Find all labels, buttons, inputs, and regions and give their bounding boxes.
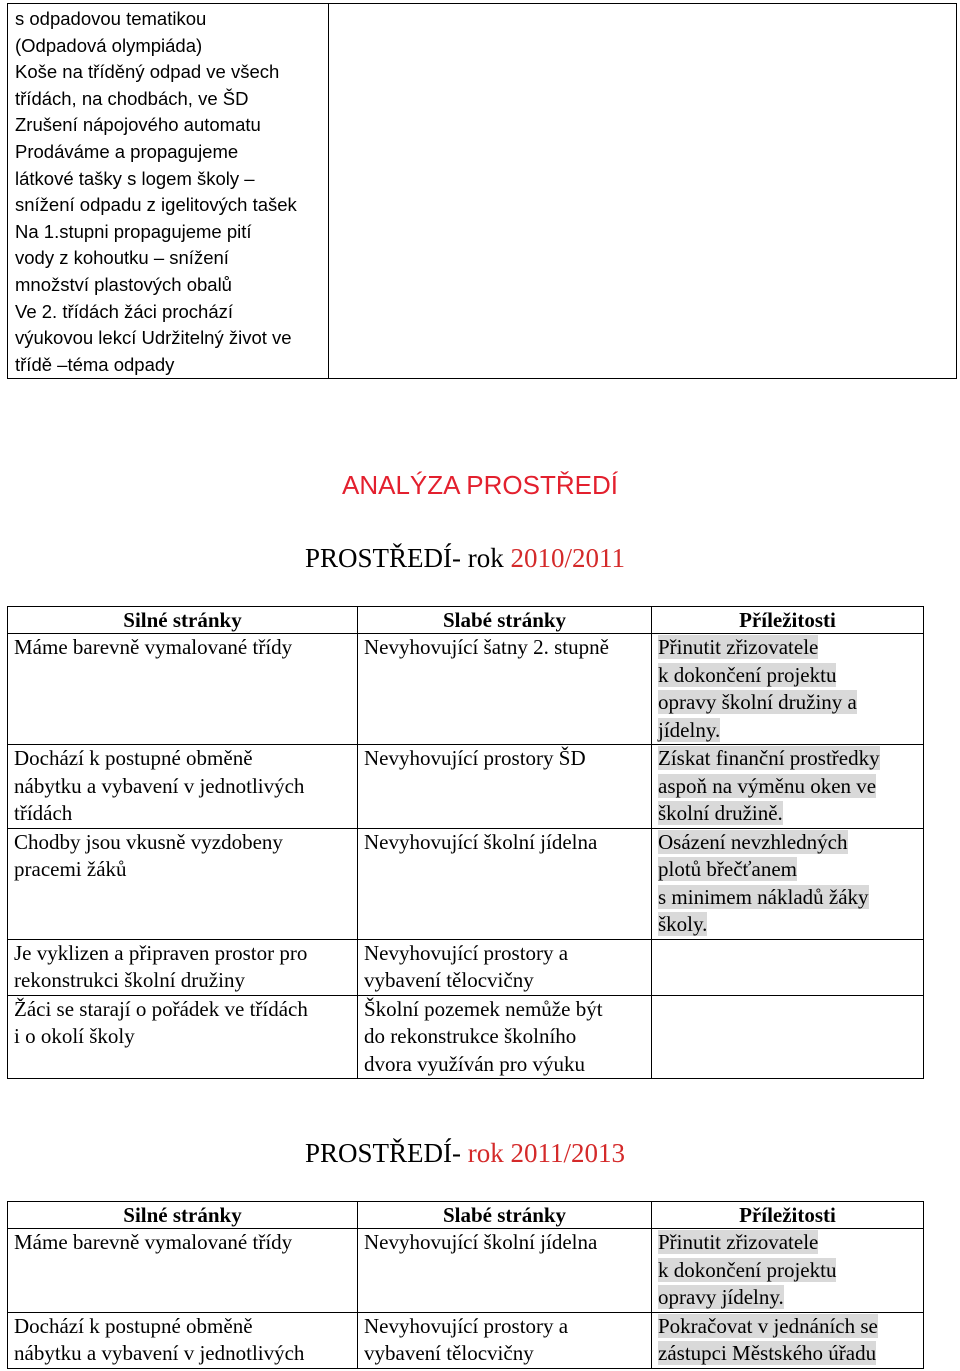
strength-cell — [8, 634, 358, 745]
section-heading-lead: PROSTŘEDÍ- rok — [304, 543, 511, 573]
analysis-title: ANALÝZA PROSTŘEDÍ — [342, 470, 618, 500]
section-heading-2011 — [0, 1138, 930, 1169]
top-text-line: Prodáváme a propagujeme — [15, 140, 239, 162]
swot-table-2011 — [7, 1201, 924, 1369]
cell-line: nábytku a vybavení v jednotlivých — [14, 1341, 305, 1365]
cell-line: Je vyklizen a připraven prostor pro — [14, 940, 308, 965]
top-table-left-cell — [8, 4, 329, 379]
table-row — [8, 745, 924, 829]
top-text-line: látkové tašky s logem školy – — [15, 167, 255, 189]
cell-line: Máme barevně vymalované třídy — [14, 1230, 293, 1254]
header-strengths: Silné stránky — [8, 1202, 358, 1229]
weakness-cell — [358, 1229, 652, 1313]
cell-line: Přinutit zřizovatele — [658, 635, 819, 659]
cell-line: i o okolí školy — [14, 1024, 135, 1048]
cell-line: do rekonstrukce školního — [364, 1024, 577, 1048]
cell-line: školní družině. — [658, 801, 783, 825]
cell-line: pracemi žáků — [14, 857, 127, 881]
cell-line: Pokračovat v jednáních se — [658, 1313, 878, 1338]
opportunity-cell — [652, 939, 924, 995]
top-text-line: Koše na tříděný odpad ve všech — [15, 61, 280, 83]
table-header-row — [8, 1202, 924, 1229]
cell-line: opravy jídelny. — [658, 1285, 784, 1309]
table-row — [8, 634, 924, 745]
table-header-row — [8, 607, 924, 634]
cell-line: aspoň na výměnu oken ve — [658, 773, 877, 798]
opportunity-cell — [652, 634, 924, 745]
header-strengths: Silné stránky — [8, 607, 358, 634]
cell-line: dvora využíván pro výuku — [364, 1051, 586, 1076]
top-text-line: třídách, na chodbách, ve ŠD — [15, 87, 249, 109]
cell-line: opravy školní družiny a — [658, 690, 857, 714]
strength-cell — [8, 1229, 358, 1313]
opportunity-cell — [652, 828, 924, 939]
cell-line: třídách — [14, 801, 73, 825]
section-heading-lead: PROSTŘEDÍ- — [304, 1138, 468, 1168]
table-row — [8, 939, 924, 995]
top-table-right-cell — [329, 4, 957, 379]
cell-line: Přinutit zřizovatele — [658, 1230, 819, 1254]
cell-line: nábytku a vybavení v jednotlivých — [14, 773, 305, 798]
strength-cell — [8, 939, 358, 995]
top-text-line: s odpadovou tematikou — [15, 8, 207, 29]
cell-line: školy. — [658, 912, 708, 936]
table-row — [8, 995, 924, 1079]
cell-line: Školní pozemek nemůže být — [364, 996, 603, 1021]
header-opportunities: Příležitosti — [652, 1202, 924, 1229]
cell-line: vybavení tělocvičny — [364, 1341, 534, 1365]
cell-line: Dochází k postupné obměně — [14, 746, 253, 770]
weakness-cell — [358, 828, 652, 939]
top-text-line: Zrušení nápojového automatu — [15, 114, 261, 136]
header-weaknesses: Slabé stránky — [358, 607, 652, 634]
cell-line: Máme barevně vymalované třídy — [14, 635, 293, 659]
table-row — [8, 1229, 924, 1313]
cell-line: Osázení nevzhledných — [658, 829, 848, 854]
cell-line: plotů břečťanem — [658, 857, 798, 881]
cell-line: Nevyhovující šatny 2. stupně — [364, 635, 609, 659]
table-row — [8, 828, 924, 939]
opportunity-cell — [652, 745, 924, 829]
cell-line: Nevyhovující školní jídelna — [364, 1230, 598, 1254]
opportunity-cell — [652, 1229, 924, 1313]
cell-line: k dokončení projektu — [658, 662, 837, 687]
cell-line: Chodby jsou vkusně vyzdobeny — [14, 829, 283, 854]
weakness-cell — [358, 1312, 652, 1368]
cell-line: rekonstrukci školní družiny — [14, 968, 245, 992]
top-text-line: vody z kohoutku – snížení — [15, 247, 229, 269]
strength-cell — [8, 1312, 358, 1368]
weakness-cell — [358, 939, 652, 995]
opportunity-cell — [652, 1312, 924, 1368]
weakness-cell — [358, 745, 652, 829]
strength-cell — [8, 745, 358, 829]
top-text-line: snížení odpadu z igelitových tašek — [15, 194, 297, 216]
top-text-line: množství plastových obalů — [15, 273, 232, 295]
weakness-cell — [358, 634, 652, 745]
top-text-line: Na 1.stupni propagujeme pití — [15, 220, 252, 242]
top-text-line: (Odpadová olympiáda) — [15, 34, 203, 56]
strength-cell — [8, 828, 358, 939]
header-weaknesses: Slabé stránky — [358, 1202, 652, 1229]
top-text-line: Ve 2. třídách žáci prochází — [15, 300, 234, 322]
section-heading-year: 2010/2011 — [510, 543, 625, 573]
cell-line: Nevyhovující prostory a — [364, 940, 569, 965]
cell-line: jídelny. — [658, 717, 721, 742]
top-continuation-table — [7, 3, 957, 379]
cell-line: k dokončení projektu — [658, 1257, 837, 1282]
table-row — [8, 1312, 924, 1368]
top-text-line: výukovou lekcí Udržitelný život ve — [15, 327, 292, 349]
cell-line: Nevyhovující školní jídelna — [364, 829, 598, 854]
cell-line: s minimem nákladů žáky — [658, 884, 869, 909]
cell-line: Nevyhovující prostory a — [364, 1313, 569, 1338]
cell-line: Dochází k postupné obměně — [14, 1313, 253, 1338]
weakness-cell — [358, 995, 652, 1079]
top-text-line: třídě –téma odpady — [15, 353, 175, 375]
section-heading-2010 — [0, 543, 930, 574]
cell-line: Žáci se starají o pořádek ve třídách — [14, 996, 308, 1021]
cell-line: Nevyhovující prostory ŠD — [364, 746, 586, 770]
cell-line: Získat finanční prostředky — [658, 746, 880, 770]
cell-line: vybavení tělocvičny — [364, 968, 534, 992]
opportunity-cell — [652, 995, 924, 1079]
header-opportunities: Příležitosti — [652, 607, 924, 634]
swot-table-2010 — [7, 606, 924, 1079]
section-heading-year: rok 2011/2013 — [467, 1138, 625, 1168]
cell-line: zástupci Městského úřadu — [658, 1341, 877, 1365]
strength-cell — [8, 995, 358, 1079]
